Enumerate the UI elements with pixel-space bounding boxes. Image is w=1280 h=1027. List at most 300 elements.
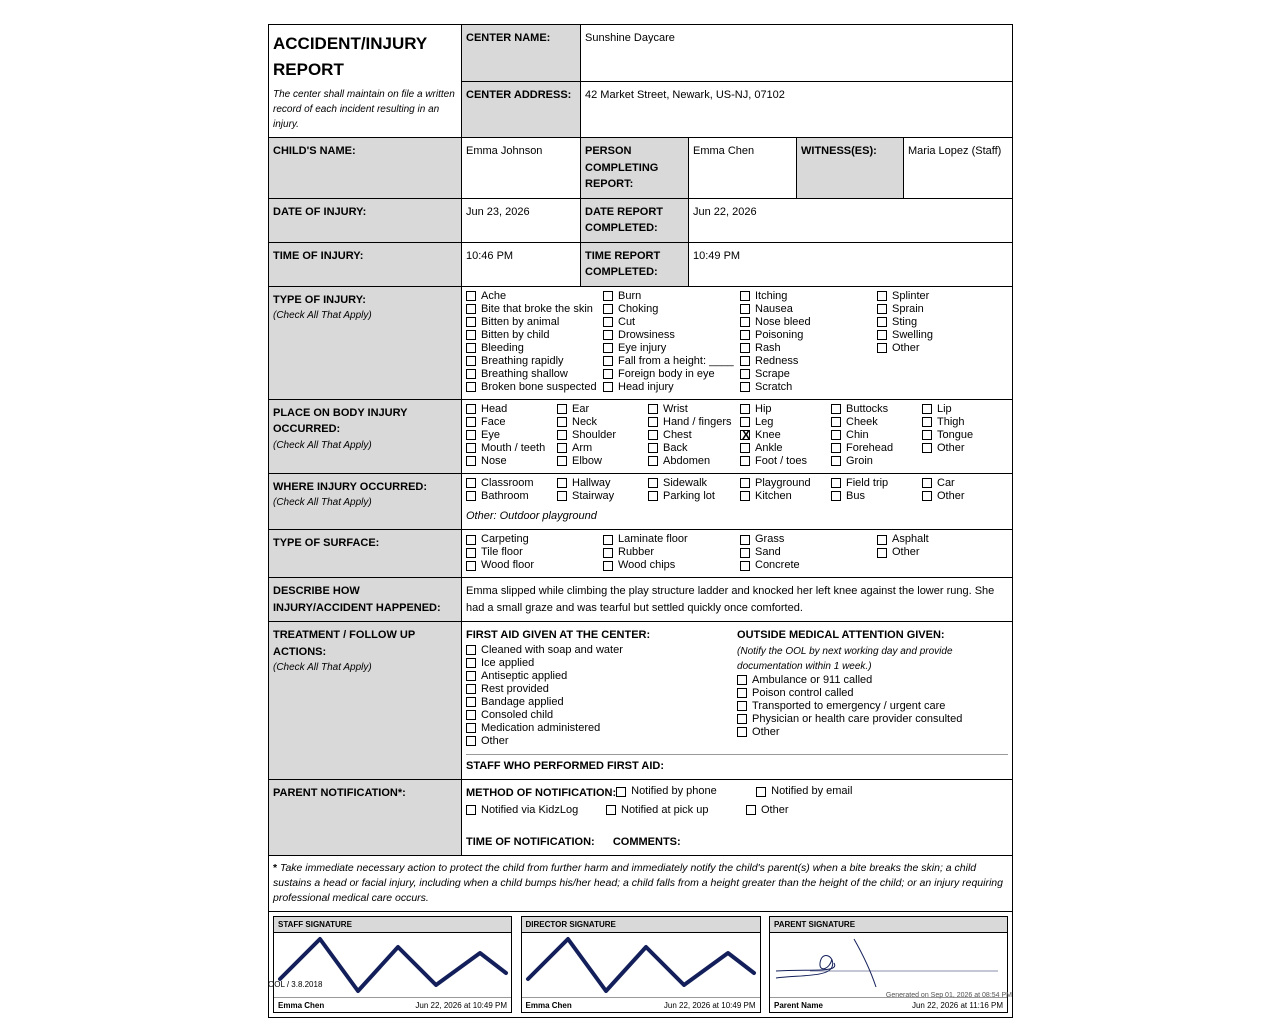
checkbox[interactable] [922,404,932,414]
body-place-label: PLACE ON BODY INJURY OCCURRED: [273,406,408,435]
checkbox[interactable] [557,491,567,501]
checkbox-label: Breathing rapidly [481,354,564,367]
checkbox[interactable] [877,343,887,353]
checkbox[interactable] [466,684,476,694]
checkbox[interactable] [557,417,567,427]
checkbox-label: Cut [618,315,636,328]
checkbox[interactable] [557,404,567,414]
checkbox-option-ear[interactable] [557,403,648,416]
checkbox-option-antiseptic-applied[interactable] [466,670,737,683]
checkbox-option-stairway[interactable] [557,490,648,503]
checkbox-option-swelling[interactable] [877,329,1007,342]
checkbox-label: Grass [755,533,785,545]
describe-label: DESCRIBE HOW INJURY/ACCIDENT HAPPENED: [269,578,462,622]
checkbox-label: Ice applied [481,656,535,669]
checkbox[interactable] [603,356,613,366]
checkbox-option-bleeding[interactable] [466,342,603,355]
checkbox-label: Swelling [892,328,933,341]
checkbox-option-groin[interactable] [831,455,922,468]
checkbox[interactable] [648,417,658,427]
checkbox-option-sprain[interactable] [877,303,1007,316]
checkbox[interactable] [737,714,747,724]
checkbox[interactable] [466,805,476,815]
checkbox-option-ambulance-or-911-called[interactable] [737,674,1008,687]
checkbox-label: Bite that broke the skin [481,302,593,315]
checkbox-label: Classroom [481,476,534,489]
checkbox-label: Rest provided [481,682,549,695]
checkbox-option-kitchen[interactable] [740,490,831,503]
checkbox-label: Head [481,402,508,415]
center-name-value[interactable]: Sunshine Daycare [581,25,1013,82]
checkbox-label: Bitten by child [481,328,550,341]
checkbox[interactable] [740,343,750,353]
time-of-injury-value[interactable]: 10:46 PM [462,242,581,286]
checkbox-option-elbow[interactable] [557,455,648,468]
checkbox-option-choking[interactable] [603,303,740,316]
checkbox[interactable] [616,787,626,797]
footnote-text: Take immediate necessary action to protect the child from further harm and immediately notify the child's parent(s) when a bite breaks the skin; a child sustains a head or facial injury, including when a child bumps his/her head; a child falls from a height greater than the height of the child; or an injury requiring professional medical care occurs. [273,862,1003,904]
director-signature-name: Emma Chen [525,1001,572,1010]
checkbox[interactable] [606,805,616,815]
outside-medical-checkbox-list [737,674,1008,739]
checkbox[interactable] [740,330,750,340]
checkbox-option-foreign-body-in-eye[interactable] [603,368,740,381]
checkbox[interactable] [737,675,747,685]
checkbox-option-other[interactable] [746,804,886,817]
checkbox-option-medication-administered[interactable] [466,722,737,735]
checkbox-option-poisoning[interactable] [740,329,877,342]
checkbox[interactable] [603,535,613,545]
checkbox-option-other[interactable] [877,546,1007,559]
checkbox[interactable] [740,456,750,466]
checkbox[interactable] [466,430,476,440]
checkbox[interactable] [831,430,841,440]
checkbox-option-cleaned-with-soap-and-water[interactable] [466,644,737,657]
checkbox-option-tongue[interactable] [922,429,1006,442]
checkbox-label: Cheek [846,415,878,428]
checkbox-label: Cleaned with soap and water [481,643,623,656]
checkbox[interactable] [740,430,750,440]
checkbox-option-face[interactable] [466,416,557,429]
checkbox-option-rash[interactable] [740,342,877,355]
checkbox-label: Bitten by animal [481,315,560,328]
checkbox[interactable] [466,343,476,353]
checkbox[interactable] [466,671,476,681]
checkbox-option-playground[interactable] [740,477,831,490]
checkbox-option-scratch[interactable] [740,381,877,394]
checkbox-label: Kitchen [755,489,792,502]
checkbox-label: Fall from a height: ____ [618,354,734,367]
checkbox[interactable] [877,317,887,327]
checkbox-label: Wood floor [481,559,534,571]
center-address-label: CENTER ADDRESS: [462,81,581,138]
checkbox[interactable] [466,404,476,414]
checkbox-label: Other [892,341,920,354]
checkbox-label: Bleeding [481,341,524,354]
staff-signature-date: Jun 22, 2026 at 10:49 PM [415,1001,507,1010]
checkbox[interactable] [831,478,841,488]
checkbox-option-field-trip[interactable] [831,477,922,490]
checkbox[interactable] [466,291,476,301]
checkbox-option-shoulder[interactable] [557,429,648,442]
checkbox-option-wood-chips[interactable] [603,559,740,572]
checkbox[interactable] [466,443,476,453]
checkbox[interactable] [466,491,476,501]
checkbox-label: Hand / fingers [663,415,732,428]
checkbox-option-chest[interactable] [648,429,740,442]
checkbox-label: Field trip [846,476,889,489]
center-address-value[interactable]: 42 Market Street, Newark, US-NJ, 07102 [581,81,1013,138]
describe-text[interactable]: Emma slipped while climbing the play structure ladder and knocked her left knee against the lower rung. She had a small graze and was tearful but settled quickly once comforted. [462,578,1013,622]
staff-signature-box[interactable] [273,916,512,1013]
checkbox-option-asphalt[interactable] [877,533,1007,546]
checkbox[interactable] [922,417,932,427]
checkbox-label: Scrape [755,367,790,380]
outside-medical-section [737,627,1008,748]
checkbox[interactable] [740,369,750,379]
checkbox[interactable] [557,443,567,453]
checkbox-option-nose[interactable] [466,455,557,468]
checkbox-option-concrete[interactable] [740,559,877,572]
checkbox[interactable] [740,291,750,301]
checkbox-option-sidewalk[interactable] [648,477,740,490]
checkbox-option-car[interactable] [922,477,1006,490]
checkbox-label: Head injury [618,380,674,393]
checkbox-label: Knee [755,428,781,441]
checkbox[interactable] [877,548,887,558]
checkbox-option-forehead[interactable] [831,442,922,455]
checkbox-option-rubber[interactable] [603,546,740,559]
checkbox[interactable] [740,304,750,314]
checkbox[interactable] [648,456,658,466]
checkbox-option-bandage-applied[interactable] [466,696,737,709]
checkbox-option-head[interactable] [466,403,557,416]
checkbox-option-physician-or-health-care-provider-consulted[interactable] [737,713,1008,726]
checkbox[interactable] [648,478,658,488]
checkbox[interactable] [466,369,476,379]
checkbox-option-hip[interactable] [740,403,831,416]
checkbox-label: Physician or health care provider consulted [752,712,963,725]
checkbox-option-other[interactable] [737,726,1008,739]
checkbox-label: Ear [572,402,590,415]
where-check-all: (Check All That Apply) [273,497,372,508]
checkbox-option-foot-toes[interactable] [740,455,831,468]
checkbox-label: Ankle [755,441,783,454]
checkbox[interactable] [831,491,841,501]
checkbox-option-buttocks[interactable] [831,403,922,416]
checkbox-label: Sidewalk [663,476,708,489]
checkbox[interactable] [922,443,932,453]
checkbox[interactable] [603,548,613,558]
checkbox[interactable] [466,535,476,545]
date-report-completed-value[interactable]: Jun 22, 2026 [689,198,1013,242]
checkbox-option-bus[interactable] [831,490,922,503]
checkbox-option-notified-at-pick-up[interactable] [606,804,746,817]
witness-label: WITNESS(ES): [797,138,904,199]
checkbox[interactable] [756,787,766,797]
checkbox-option-transported-to-emergency-urgent-care[interactable] [737,700,1008,713]
checkbox-option-poison-control-called[interactable] [737,687,1008,700]
checkbox-option-hand-fingers[interactable] [648,416,740,429]
report-title-cell [269,25,462,138]
first-aid-section [466,627,737,748]
checkbox-label: Splinter [892,289,930,302]
checkbox-option-splinter[interactable] [877,290,1007,303]
checkbox-label: Rash [755,341,781,354]
checkbox[interactable] [466,304,476,314]
checkbox-label: Notified via KidzLog [481,803,579,816]
date-of-injury-value[interactable]: Jun 23, 2026 [462,198,581,242]
body-place-label-cell [269,399,462,473]
injury-type-label-cell [269,286,462,399]
checkbox[interactable] [737,688,747,698]
checkbox[interactable] [466,417,476,427]
checkbox[interactable] [746,805,756,815]
checkbox-option-itching[interactable] [740,290,877,303]
checkbox[interactable] [466,456,476,466]
checkbox-label: Tongue [937,428,974,441]
checkbox[interactable] [466,317,476,327]
checkbox[interactable] [557,430,567,440]
checkbox[interactable] [740,404,750,414]
checkbox[interactable] [466,561,476,571]
checkbox-label: Notified by phone [631,785,717,797]
parent-signature-date: Jun 22, 2026 at 11:16 PM [911,1001,1003,1010]
checkbox-option-other[interactable] [466,735,737,748]
treatment-label-cell [269,622,462,780]
checkbox[interactable] [603,304,613,314]
checkbox-option-grass[interactable] [740,533,877,546]
checkbox-option-knee[interactable] [740,429,831,442]
checkbox[interactable] [603,330,613,340]
checkbox-label: Foreign body in eye [618,367,715,380]
checkbox-label: Ache [481,289,507,302]
outside-medical-note: (Notify the OOL by next working day and provide documentation within 1 week.) [737,645,953,672]
checkbox[interactable] [877,330,887,340]
checkbox-option-other[interactable] [922,490,1006,503]
checkbox[interactable] [466,736,476,746]
checkbox-label: Breathing shallow [481,367,568,380]
checkbox-option-sand[interactable] [740,546,877,559]
time-of-injury-label: TIME OF INJURY: [269,242,462,286]
checkbox[interactable] [922,430,932,440]
checkbox[interactable] [466,723,476,733]
checkbox-option-other[interactable] [877,342,1007,355]
checkbox-label: Chest [663,428,692,441]
checkbox-option-notified-by-email[interactable] [756,785,896,798]
checkbox-label: Ambulance or 911 called [752,673,873,686]
checkbox[interactable] [466,658,476,668]
checkbox-option-ice-applied[interactable] [466,657,737,670]
checkbox[interactable] [740,535,750,545]
checkbox-option-neck[interactable] [557,416,648,429]
checkbox[interactable] [740,548,750,558]
checkbox-option-ankle[interactable] [740,442,831,455]
checkbox[interactable] [740,478,750,488]
checkbox-label: Broken bone suspected [481,380,597,393]
checkbox-option-nose-bleed[interactable] [740,316,877,329]
checkbox-option-redness[interactable] [740,355,877,368]
parent-signature-name: Parent Name [774,1001,823,1010]
checkbox[interactable] [466,645,476,655]
where-other-text[interactable]: Other: Outdoor playground [466,509,597,522]
checkbox-option-ache[interactable] [466,290,603,303]
checkbox-option-scrape[interactable] [740,368,877,381]
director-signature-image [522,933,760,997]
checkbox[interactable] [740,491,750,501]
checkbox-label: Poison control called [752,686,854,699]
checkbox-label: Shoulder [572,428,617,441]
checkbox[interactable] [648,491,658,501]
checkbox-label: Groin [846,454,873,467]
time-report-completed-value[interactable]: 10:49 PM [689,242,1013,286]
checkbox-option-carpeting[interactable] [466,533,603,546]
checkbox[interactable] [831,404,841,414]
checkbox-label: Nausea [755,302,793,315]
checkbox[interactable] [737,727,747,737]
checkbox[interactable] [648,404,658,414]
checkbox-option-bite-that-broke-the-skin[interactable] [466,303,603,316]
checkbox-option-fall-from-a-height[interactable] [603,355,740,368]
checkbox[interactable] [603,317,613,327]
checkbox[interactable] [648,430,658,440]
where-label-cell [269,473,462,530]
checkbox-option-bathroom[interactable] [466,490,557,503]
checkbox-option-rest-provided[interactable] [466,683,737,696]
checkbox-label: Drowsiness [618,328,675,341]
checkbox-option-thigh[interactable] [922,416,1006,429]
checkbox-option-cheek[interactable] [831,416,922,429]
checkbox[interactable] [922,491,932,501]
staff-signature-title: STAFF SIGNATURE [274,917,511,933]
checkbox-option-broken-bone-suspected[interactable] [466,381,603,394]
checkbox[interactable] [557,456,567,466]
checkbox[interactable] [466,548,476,558]
checkbox[interactable] [466,710,476,720]
center-name-label: CENTER NAME: [462,25,581,82]
checkbox-option-bitten-by-child[interactable] [466,329,603,342]
checkbox-label: Redness [755,354,799,367]
child-name-value[interactable]: Emma Johnson [462,138,581,199]
checkbox[interactable] [603,343,613,353]
body-place-check-all: (Check All That Apply) [273,439,372,451]
checkbox-option-laminate-floor[interactable] [603,533,740,546]
report-title: ACCIDENT/INJURY REPORT [273,34,427,79]
checkbox[interactable] [466,330,476,340]
checkbox-label: Stairway [572,489,615,502]
witness-value[interactable]: Maria Lopez (Staff) [904,138,1013,199]
checkbox-option-hallway[interactable] [557,477,648,490]
checkbox[interactable] [603,561,613,571]
checkbox-option-other[interactable] [922,442,1006,455]
checkbox[interactable] [877,535,887,545]
checkbox[interactable] [740,561,750,571]
checkbox-option-chin[interactable] [831,429,922,442]
checkbox[interactable] [557,478,567,488]
treatment-options [462,622,1013,780]
checkbox-label: Hip [755,402,772,415]
checkbox-option-classroom[interactable] [466,477,557,490]
checkbox[interactable] [831,456,841,466]
checkbox-option-breathing-rapidly[interactable] [466,355,603,368]
checkbox[interactable] [466,478,476,488]
person-completing-value[interactable]: Emma Chen [689,138,797,199]
director-signature-date: Jun 22, 2026 at 10:49 PM [663,1001,756,1010]
checkbox[interactable] [922,478,932,488]
checkbox[interactable] [737,701,747,711]
checkbox-option-drowsiness[interactable] [603,329,740,342]
checkbox[interactable] [466,382,476,392]
checkbox[interactable] [466,356,476,366]
checkbox[interactable] [831,417,841,427]
checkbox-label: Foot / toes [755,454,807,467]
director-signature-box[interactable] [521,916,761,1013]
checkbox-option-cut[interactable] [603,316,740,329]
checkbox-option-mouth-teeth[interactable] [466,442,557,455]
checkbox[interactable] [877,291,887,301]
checkbox[interactable] [740,443,750,453]
checkbox[interactable] [831,443,841,453]
checkbox-option-notified-via-kidzlog[interactable] [466,804,606,817]
checkbox[interactable] [740,317,750,327]
checkbox[interactable] [603,291,613,301]
checkbox-option-notified-by-phone[interactable] [616,785,756,798]
time-report-completed-label: TIME REPORT COMPLETED: [581,242,689,286]
checkbox-label: Neck [572,415,598,428]
checkbox-label: Scratch [755,380,793,393]
checkbox[interactable] [740,382,750,392]
checkbox-option-lip[interactable] [922,403,1006,416]
checkbox-option-nausea[interactable] [740,303,877,316]
checkbox-label: Notified by email [771,785,853,797]
checkbox-option-wood-floor[interactable] [466,559,603,572]
parent-signature-title: PARENT SIGNATURE [770,917,1007,933]
checkbox[interactable] [740,356,750,366]
checkbox-option-consoled-child[interactable] [466,709,737,722]
checkbox[interactable] [603,369,613,379]
checkbox-option-bitten-by-animal[interactable] [466,316,603,329]
checkbox-option-arm[interactable] [557,442,648,455]
checkbox[interactable] [466,697,476,707]
checkbox-option-burn[interactable] [603,290,740,303]
checkbox[interactable] [603,382,613,392]
checkbox-option-tile-floor[interactable] [466,546,603,559]
surface-checkbox-grid [466,533,1008,572]
checkbox-option-abdomen[interactable] [648,455,740,468]
checkbox-label: Bathroom [481,489,529,502]
checkbox-option-breathing-shallow[interactable] [466,368,603,381]
time-of-notification-label: TIME OF NOTIFICATION: [466,835,595,848]
where-label: WHERE INJURY OCCURRED: [273,480,428,493]
checkbox-option-head-injury[interactable] [603,381,740,394]
checkbox[interactable] [877,304,887,314]
checkbox[interactable] [648,443,658,453]
surface-label: TYPE OF SURFACE: [269,530,462,578]
checkbox-option-back[interactable] [648,442,740,455]
checkbox-label: Other [937,441,965,454]
checkbox-label: Burn [618,289,642,302]
checkbox-option-eye-injury[interactable] [603,342,740,355]
checkbox-label: Other [892,546,920,558]
date-of-injury-label: DATE OF INJURY: [269,198,462,242]
checkbox[interactable] [740,417,750,427]
checkbox-option-parking-lot[interactable] [648,490,740,503]
checkbox-option-wrist[interactable] [648,403,740,416]
checkbox-label: Parking lot [663,489,715,502]
checkbox-option-eye[interactable] [466,429,557,442]
checkbox-option-sting[interactable] [877,316,1007,329]
checkbox-option-leg[interactable] [740,416,831,429]
